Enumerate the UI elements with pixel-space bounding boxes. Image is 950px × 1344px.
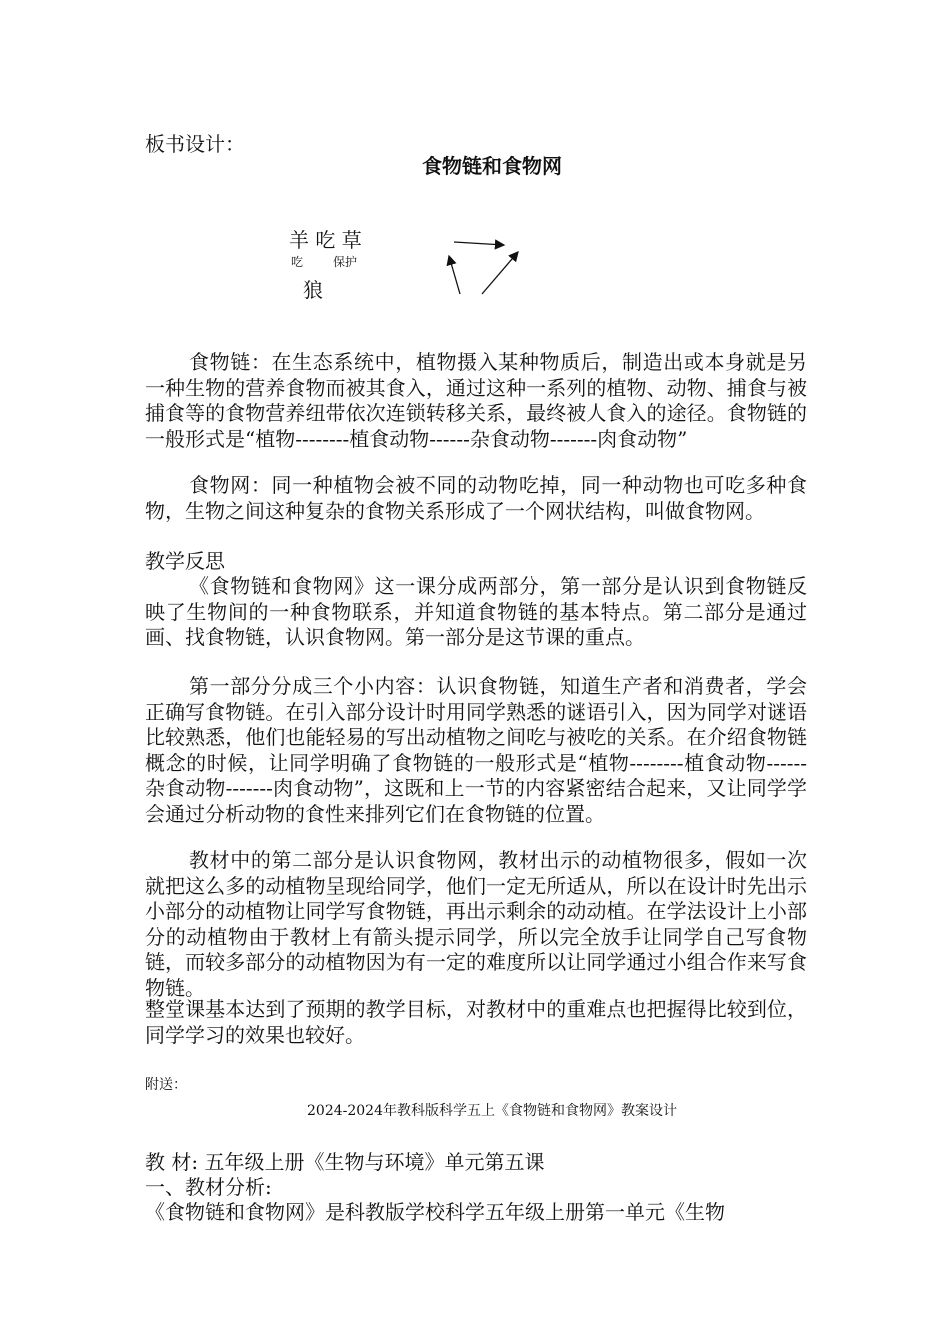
reflection-paragraph-4: 整堂课基本达到了预期的教学目标，对教材中的重难点也把握得比较到位，同学学习的效果也较好。	[145, 997, 807, 1047]
diagram-arrows	[440, 230, 530, 300]
section-1-heading: 一、教材分析:	[145, 1175, 272, 1199]
diagram-top-row: 羊 吃 草	[289, 228, 362, 252]
diagram-label-eat: 吃	[291, 255, 304, 269]
arrow-up-right	[482, 252, 518, 294]
food-chain-definition: 食物链：在生态系统中，植物摄入某种物质后，制造出或本身就是另一种生物的营养食物而被其食入，通过这种一系列的植物、动物、捕食与被捕食等的食物营养纽带依次连锁转移关系，最终被人食入的途径。食物链的一般形式是“植物--------植食动物------杂食动物-------肉食动物”	[145, 350, 807, 451]
board-title: 食物链和食物网	[422, 154, 562, 178]
appendix-label: 附送：	[145, 1077, 187, 1093]
diagram-wolf: 狼	[303, 278, 323, 302]
diagram-label-protect: 保护	[333, 255, 358, 269]
reflection-paragraph-2: 第一部分分成三个小内容：认识食物链，知道生产者和消费者，学会正确写食物链。在引入部分设计时用同学熟悉的谜语引入，因为同学对谜语比较熟悉，他们也能轻易的写出动植物之间吃与被吃的关系。在介绍食物链概念的时候，让同学明确了食物链的一般形式是“植物--------植食动物------杂食动物-------肉食动物”，这既和上一节的内容紧密结合起来，又让同学学会通过分析动物的食性来排列它们在食物链的位置。	[145, 674, 807, 826]
material-line: 教 材: 五年级上册《生物与环境》单元第五课	[145, 1150, 545, 1174]
material-intro: 《食物链和食物网》是科教版学校科学五年级上册第一单元《生物	[145, 1200, 725, 1224]
appendix-title: 2024-2024年教科版科学五上《食物链和食物网》教案设计	[307, 1103, 677, 1119]
reflection-paragraph-1: 《食物链和食物网》这一课分成两部分，第一部分是认识到食物链反映了生物间的一种食物联系，并知道食物链的基本特点。第二部分是通过画、找食物链，认识食物网。第一部分是这节课的重点。	[145, 574, 807, 650]
reflection-heading: 教学反思	[145, 549, 225, 573]
food-web-definition: 食物网：同一种植物会被不同的动物吃掉，同一种动物也可吃多种食物，生物之间这种复杂的食物关系形成了一个网状结构，叫做食物网。	[145, 473, 807, 523]
reflection-paragraph-3: 教材中的第二部分是认识食物网，教材出示的动植物很多，假如一次就把这么多的动植物呈现给同学，他们一定无所适从，所以在设计时先出示小部分的动植物让同学写食物链，再出示剩余的动动植。在学法设计上小部分的动植物由于教材上有箭头提示同学，所以完全放手让同学自己写食物链，而较多部分的动植物因为有一定的难度所以让同学通过小组合作来写食物链。	[145, 848, 807, 1000]
board-heading: 板书设计：	[145, 132, 245, 156]
arrow-up-left	[449, 256, 460, 294]
arrow-right	[454, 242, 504, 245]
